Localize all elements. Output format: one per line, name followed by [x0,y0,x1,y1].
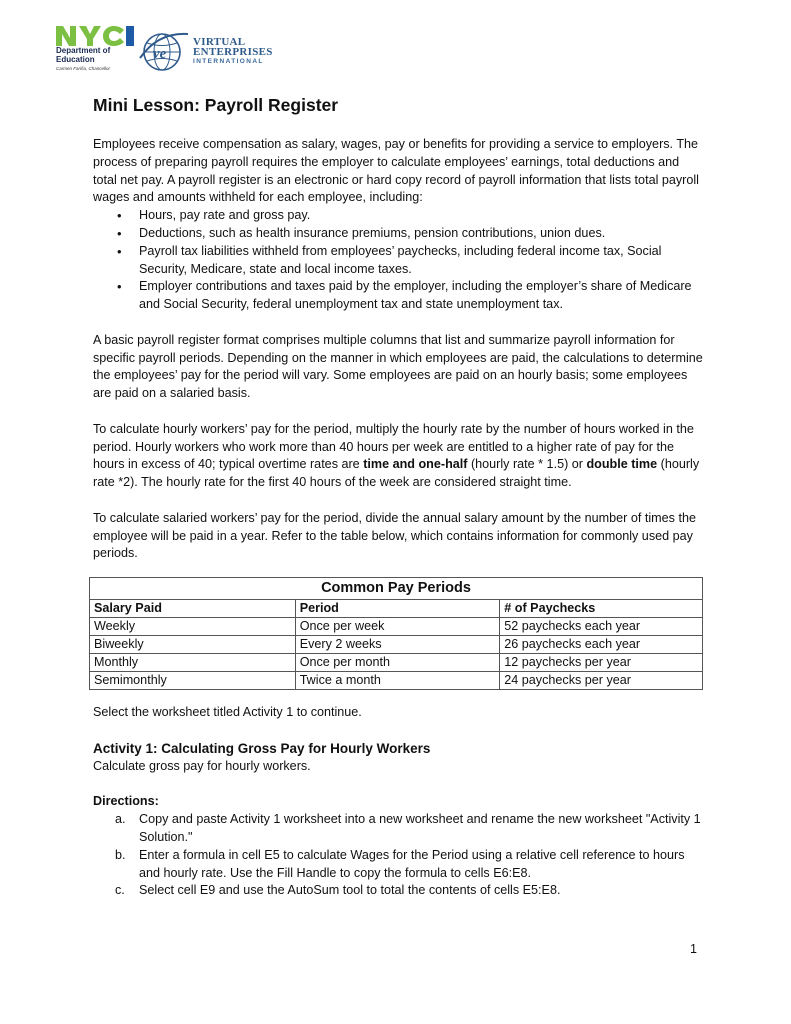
list-item: • Hours, pay rate and gross pay. [139,207,703,225]
column-header: Period [295,600,500,618]
list-marker: a. [115,812,126,827]
bold-term: time and one-half [363,457,468,472]
table-caption: Common Pay Periods [90,578,703,600]
list-item: • Deductions, such as health insurance premiums, pension contributions, union dues. [139,225,703,243]
document-body [93,94,703,900]
column-header: Salary Paid [90,600,296,618]
table-cell: Monthly [90,654,296,672]
hourly-pay-paragraph: To calculate hourly workers’ pay for the period, multiply the hourly rate by the number of hours worked in the period. Hourly workers who work more than 40 hours per week are entitled to a higher rate of pay for the hours in excess of 40; typical overtime rates are time and one-half (hourly rate * 1.5) or double time (hourly rate *2). The hourly rate for the first 40 hours of the week are considered straight time. [93,421,700,490]
table-row [90,654,703,672]
table-cell: Once per month [295,654,500,672]
table-cell: Biweekly [90,636,296,654]
directions-list [93,811,703,900]
table-cell: Weekly [90,618,296,636]
header-logos [54,22,294,78]
table-cell: Once per week [295,618,500,636]
directions-label: Directions: [93,794,159,809]
nyc-mark-icon [54,24,136,48]
select-worksheet-note: Select the worksheet titled Activity 1 to continue. [93,705,362,720]
table-cell: 12 paychecks per year [500,654,703,672]
globe-icon [138,28,190,74]
ve-wordmark: VIRTUAL ENTERPRISES INTERNATIONAL [193,36,273,65]
table-row [90,618,703,636]
register-format-paragraph: A basic payroll register format comprises multiple columns that list and summarize payroll information for specific payroll periods. Depending on the manner in which employees are paid, the calculations to determine the employees’ pay for the period will vary. Some employees are paid on an hourly basis; some employees are paid on a salaried basis. [93,332,703,401]
chancellor-line: Carmen Fariña, Chancellor [56,66,111,71]
intro-paragraph: Employees receive compensation as salary, wages, pay or benefits for providing a service to employers. The process of preparing payroll requires the employer to calculate employees’ earnings, total deductions and total net pay. A payroll register is an electronic or hard copy record of payroll information that lists total payroll wages and amounts withheld for each employee, including: [93,137,699,205]
page-title: Mini Lesson: Payroll Register [93,95,339,115]
column-header: # of Paychecks [500,600,703,618]
list-marker: c. [115,883,125,898]
payroll-items-list [93,207,703,314]
table-cell: Twice a month [295,672,500,690]
list-item: • Payroll tax liabilities withheld from employees’ paychecks, including federal income tax, Social Security, Medicare, state and local income taxes. [139,243,703,279]
activity-subtitle: Calculate gross pay for hourly workers. [93,758,311,773]
table-row [90,672,703,690]
list-item: • Employer contributions and taxes paid by the employer, including the employer’s share of Medicare and Social Security, federal unemployment tax and state unemployment tax. [139,278,703,314]
bold-term: double time [586,457,658,472]
doe-wordmark: Department of Education [56,46,111,64]
table-cell: 24 paychecks per year [500,672,703,690]
salaried-pay-paragraph: To calculate salaried workers’ pay for the period, divide the annual salary amount by the number of times the employee will be paid in a year. Refer to the table below, which contains information for commonly used pay periods. [93,510,696,561]
table-cell: 26 paychecks each year [500,636,703,654]
activity-heading: Activity 1: Calculating Gross Pay for Hourly Workers [93,740,431,756]
table-cell: 52 paychecks each year [500,618,703,636]
list-item: a. Copy and paste Activity 1 worksheet into a new worksheet and rename the new worksheet "Activity 1 Solution." [115,812,701,844]
table-header-row [90,600,703,618]
pay-periods-table [89,577,703,690]
nyc-doe-logo [54,22,140,74]
list-item: b. Enter a formula in cell E5 to calculate Wages for the Period using a relative cell reference to hours and hourly rate. Use the Fill Handle to copy the formula to cells E6:E8. [115,847,685,880]
svg-text:ve: ve [153,46,167,62]
table-cell: Every 2 weeks [295,636,500,654]
list-marker: b. [115,847,126,862]
list-item: c. Select cell E9 and use the AutoSum tool to total the contents of cells E5:E8. [139,882,703,900]
table-cell: Semimonthly [90,672,296,690]
table-row [90,636,703,654]
page-number: 1 [690,942,698,956]
virtual-enterprises-logo [138,28,288,76]
